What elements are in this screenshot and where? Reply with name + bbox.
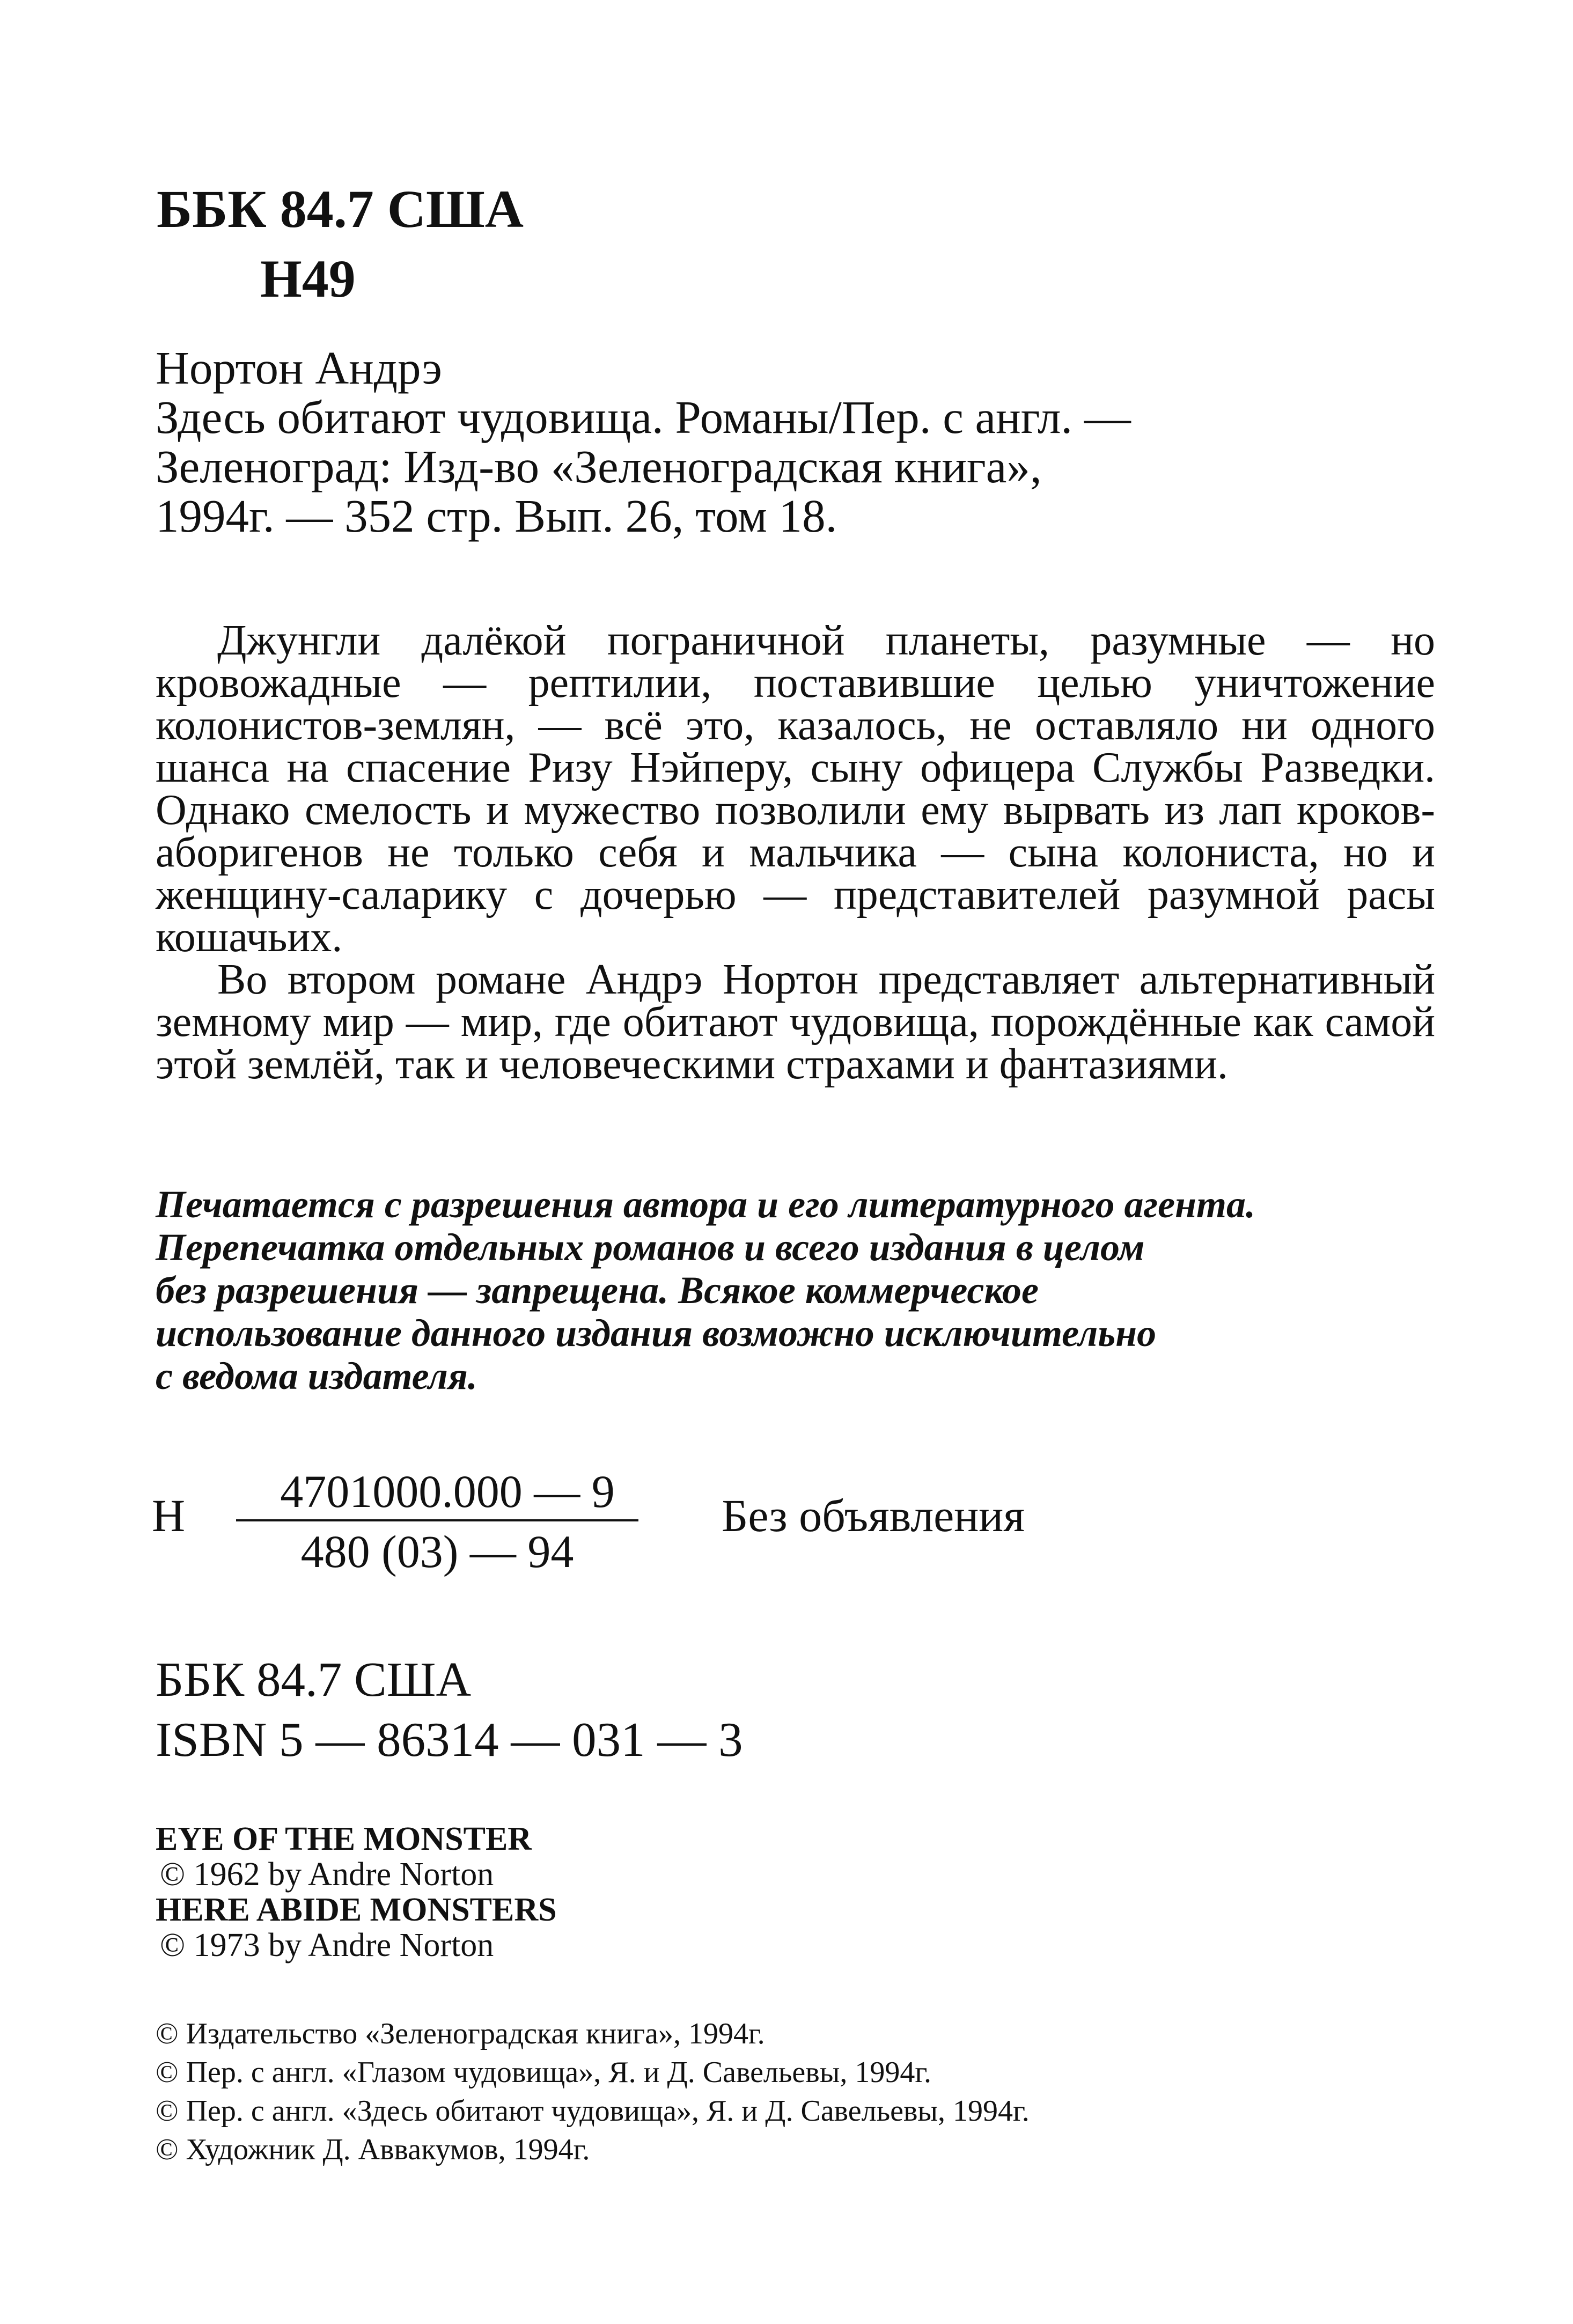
original-copyright: © 1973 by Andre Norton (160, 1927, 494, 1963)
isbn: ISBN 5 — 86314 — 031 — 3 (156, 1712, 743, 1767)
publication-code-numerator: 4701000.000 — 9 (236, 1465, 638, 1521)
publisher-line: Зеленоград: Изд-во «Зеленоградская книга», (156, 440, 1042, 492)
bbk-classification-footer: ББК 84.7 США (156, 1652, 472, 1707)
author-code: Н49 (260, 249, 356, 308)
copyright-notice (156, 1183, 1255, 1398)
publication-code-letter: Н (152, 1490, 186, 1541)
original-title: EYE OF THE MONSTER (156, 1821, 532, 1857)
bibliographic-record (156, 343, 1131, 541)
annotation (156, 617, 1435, 1088)
original-editions (156, 1821, 557, 1963)
rights-line: © Художник Д. Аввакумов, 1994г. (156, 2133, 590, 2166)
publication-code-fraction (236, 1465, 638, 1578)
notice-line: с ведома издателя. (156, 1355, 477, 1398)
notice-line: Печатается с разрешения автора и его литературного агента. (156, 1183, 1255, 1226)
rights-line: © Пер. с англ. «Здесь обитают чудовища», Я. и Д. Савельевы, 1994г. (156, 2094, 1030, 2128)
notice-line: использование данного издания возможно исключительно (156, 1312, 1157, 1355)
no-announcement-note: Без объявления (722, 1490, 1025, 1541)
footer-codes (156, 1650, 743, 1770)
notice-line: без разрешения — запрещена. Всякое коммерческое (156, 1269, 1039, 1312)
publication-details: 1994г. — 352 стр. Вып. 26, том 18. (156, 490, 837, 542)
russian-edition-rights (156, 2014, 1030, 2169)
book-author: Нортон Андрэ (156, 342, 443, 394)
book-title-line: Здесь обитают чудовища. Романы/Пер. с англ. — (156, 391, 1131, 443)
annotation-paragraph: Во втором романе Андрэ Нортон представляет альтернативный земному мир — мир, где обитают чудовища, порождённые как самой этой землёй, так и человеческими страхами и фантазиями. (156, 956, 1435, 1088)
bbk-classification: ББК 84.7 США (157, 179, 524, 239)
notice-line: Перепечатка отдельных романов и всего издания в целом (156, 1226, 1145, 1269)
original-title: HERE ABIDE MONSTERS (156, 1892, 557, 1928)
original-copyright: © 1962 by Andre Norton (160, 1856, 494, 1893)
annotation-paragraph: Джунгли далёкой пограничной планеты, разумные — но кровожадные — рептилии, поставившие целью уничтожение колонистов-землян, — всё это, казалось, не оставляло ни одного шанса на спасение Ризу Нэйперу, сыну офицера Службы Разведки. Однако смелость и мужество позволили ему вырвать из лап кроков-аборигенов не только себя и мальчика — сына колониста, но и женщину-саларику с дочерью — представителей разумной расы кошачьих. (156, 617, 1435, 961)
rights-line: © Пер. с англ. «Глазом чудовища», Я. и Д. Савельевы, 1994г. (156, 2056, 931, 2089)
bbk-header (157, 174, 524, 314)
publication-code-denominator: 480 (03) — 94 (300, 1526, 574, 1577)
rights-line: © Издательство «Зеленоградская книга», 1994г. (156, 2017, 765, 2050)
